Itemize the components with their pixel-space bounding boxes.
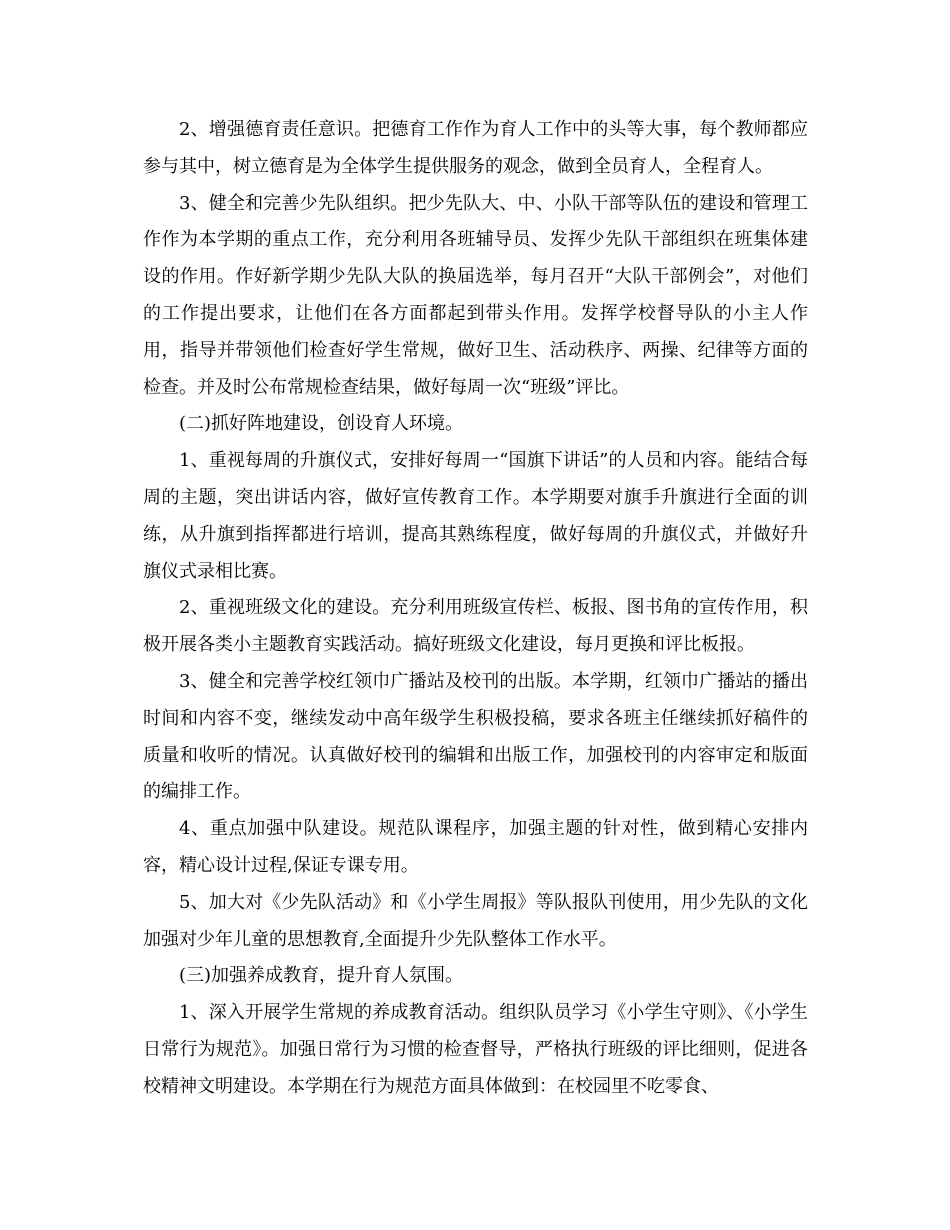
paragraph-routine: 1、深入开展学生常规的养成教育活动。组织队员学习《小学生守则》、《小学生日常行为规范》。加强日常行为习惯的检查督导，严格执行班级的评比细则，促进各校精神文明建设。本学期在行为规范方面具体做到：在校园里不吃零食、 xyxy=(143,1002,808,1097)
section-heading-position: (二)抓好阵地建设，创设育人环境。 xyxy=(179,413,464,435)
document-page xyxy=(143,112,808,1106)
paragraph-broadcast: 3、健全和完善学校红领巾广播站及校刊的出版。本学期，红领巾广播站的播出时间和内容不变，继续发动中高年级学生积极投稿，要求各班主任继续抓好稿件的质量和收听的情况。认真做好校刊的编辑和出版工作，加强校刊的内容审定和版面的编排工作。 xyxy=(143,670,808,803)
paragraph-responsibility: 2、增强德育责任意识。把德育工作作为育人工作中的头等大事，每个教师都应参与其中，树立德育是为全体学生提供服务的观念，做到全员育人，全程育人。 xyxy=(143,119,808,177)
paragraph-flag-ceremony: 1、重视每周的升旗仪式，安排好每周一“国旗下讲话”的人员和内容。能结合每周的主题，突出讲话内容，做好宣传教育工作。本学期要对旗手升旗进行全面的训练，从升旗到指挥都进行培训，提高其熟练程度，做好每周的升旗仪式，并做好升旗仪式录相比赛。 xyxy=(143,450,808,582)
paragraph-class-culture: 2、重视班级文化的建设。充分利用班级宣传栏、板报、图书角的宣传作用，积极开展各类小主题教育实践活动。搞好班级文化建设，每月更换和评比板报。 xyxy=(143,597,808,656)
paragraph-squad: 4、重点加强中队建设。规范队课程序，加强主题的针对性，做到精心安排内容，精心设计过程,保证专课专用。 xyxy=(143,818,808,876)
paragraph-publications: 5、加大对《少先队活动》和《小学生周报》等队报队刊使用，用少先队的文化加强对少年儿童的思想教育,全面提升少先队整体工作水平。 xyxy=(143,891,808,950)
paragraph-organization: 3、健全和完善少先队组织。把少先队大、中、小队干部等队伍的建设和管理工作作为本学期的重点工作，充分利用各班辅导员、发挥少先队干部组织在班集体建设的作用。作好新学期少先队大队的换届选举，每月召开“大队干部例会”，对他们的工作提出要求，让他们在各方面都起到带头作用。发挥学校督导队的小主人作用，指导并带领他们检查好学生常规，做好卫生、活动秩序、两操、纪律等方面的检查。并及时公布常规检查结果，做好每周一次“班级”评比。 xyxy=(143,192,808,398)
section-heading-habits: (三)加强养成教育，提升育人氛围。 xyxy=(179,965,464,987)
